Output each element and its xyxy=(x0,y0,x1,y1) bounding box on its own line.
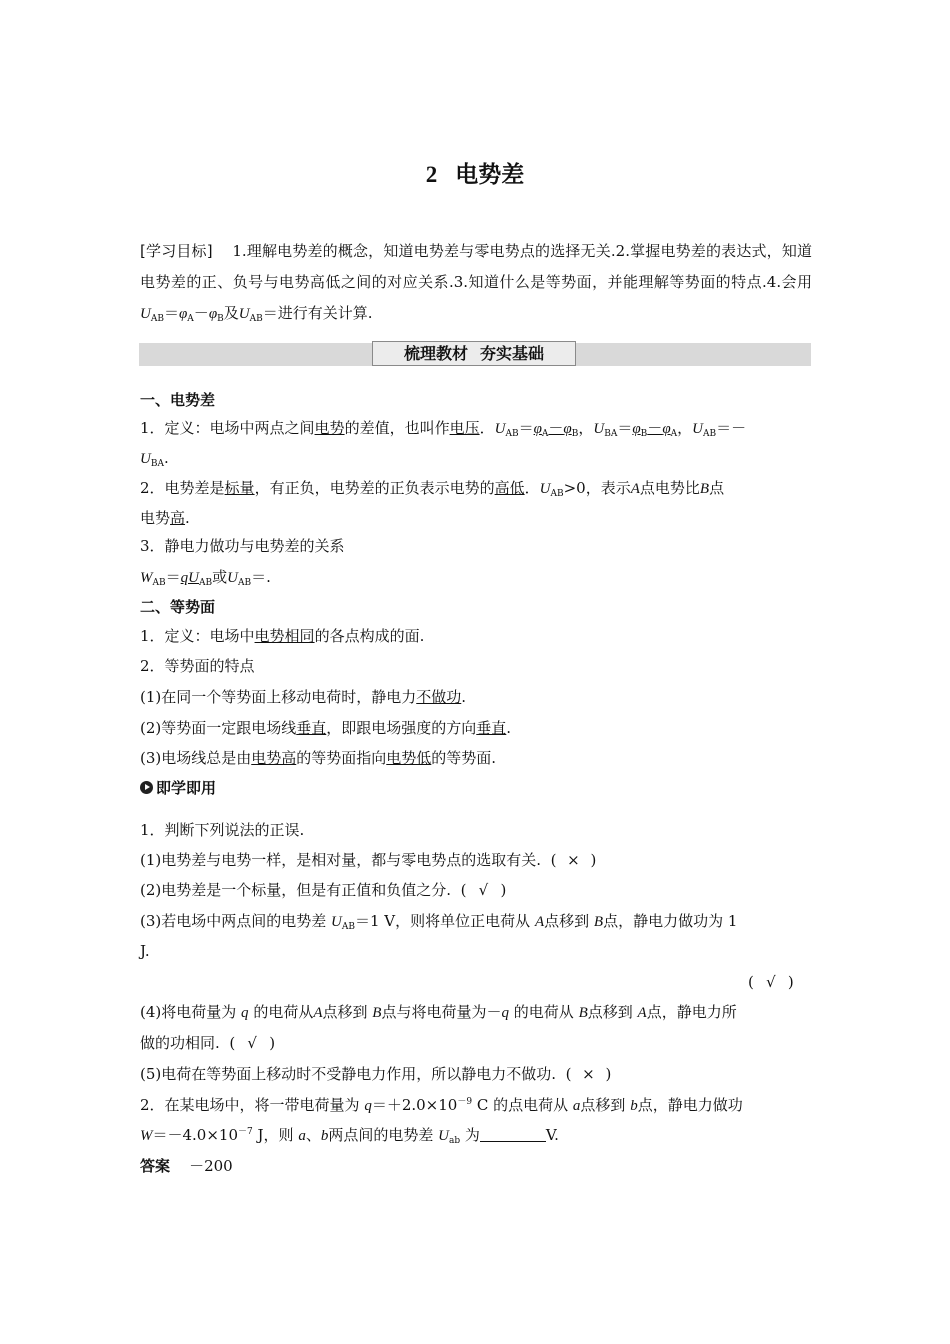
q2-prompt-cont xyxy=(140,1125,559,1146)
formula-sub: AB xyxy=(152,578,166,588)
text: 的等势面. xyxy=(431,749,497,767)
text: (4)将电荷量为 xyxy=(140,1003,237,1021)
formula-u: U xyxy=(140,306,151,322)
section-banner xyxy=(372,341,576,366)
banner-left: 梳理教材 xyxy=(403,344,468,363)
text: (1)在同一个等势面上移动电荷时，静电力 xyxy=(140,688,417,706)
text: ． xyxy=(479,419,495,437)
statement-2 xyxy=(140,880,506,900)
formula-sub: AB xyxy=(702,429,717,439)
s1-item3: 3．静电力做功与电势差的关系 xyxy=(140,537,345,555)
text: ， xyxy=(677,419,693,437)
s2-item1 xyxy=(140,626,424,646)
paren-close: ) xyxy=(787,973,794,991)
underlined-formula xyxy=(181,568,212,586)
answer-label: 答案 xyxy=(140,1157,171,1175)
text: 点，静电力做功 xyxy=(637,1096,743,1114)
formula-sub: A xyxy=(187,314,194,324)
formula-sub: ab xyxy=(448,1136,461,1146)
underlined-answer: 垂直 xyxy=(476,719,507,737)
statement-4-cont xyxy=(140,1033,275,1053)
learning-objectives xyxy=(140,236,812,330)
text: >0，表示 xyxy=(563,479,631,497)
formula-u: U xyxy=(539,481,551,497)
text: ，有正负，电势差的正负表示电势的 xyxy=(254,479,495,497)
formula-w: W xyxy=(140,570,153,586)
formula-phi: φ xyxy=(178,306,188,322)
formula-minus: － xyxy=(548,419,564,437)
underlined-formula xyxy=(534,419,579,437)
text: J，则 xyxy=(257,1126,294,1144)
answer-value: －200 xyxy=(189,1157,233,1175)
formula-sub: B xyxy=(571,429,579,439)
check-mark-icon: √ xyxy=(247,1034,257,1052)
text: (3)电场线总是由 xyxy=(140,749,252,767)
statement-3-mark xyxy=(748,972,794,992)
formula-eq: ＝－ xyxy=(716,419,747,437)
text: 为 xyxy=(464,1126,480,1144)
s2-item2: 2．等势面的特点 xyxy=(140,657,255,675)
text: . xyxy=(185,509,190,527)
s1-item2-cont xyxy=(140,508,190,528)
exponent: －7 xyxy=(238,1127,253,1137)
text: ， xyxy=(578,419,594,437)
formula-eq: ＝ xyxy=(262,304,278,322)
text: 做的功相同. xyxy=(140,1034,220,1052)
answer xyxy=(140,1156,233,1176)
var-a: A xyxy=(637,1005,647,1021)
text: ＝. xyxy=(251,568,271,586)
var-a: A xyxy=(313,1005,323,1021)
text: 点移到 xyxy=(580,1096,626,1114)
paren-close: ) xyxy=(605,1065,612,1083)
formula-sub: BA xyxy=(604,429,618,439)
var-a: a xyxy=(298,1128,306,1144)
formula-sub: A xyxy=(670,429,678,439)
text: C 的点电荷从 xyxy=(476,1096,569,1114)
formula-sub: AB xyxy=(237,578,252,588)
formula-sub: B xyxy=(640,429,648,439)
text: ＝－4.0×10 xyxy=(152,1126,239,1144)
text: (1)电势差与电势一样，是相对量，都与零电势点的选取有关. xyxy=(140,851,542,869)
text: 点移到 xyxy=(587,1003,633,1021)
text: (3)若电场中两点间的电势差 xyxy=(140,912,327,930)
formula-u: U xyxy=(494,421,506,437)
statement-3 xyxy=(140,911,737,932)
s2-point2 xyxy=(140,718,511,738)
formula-sub: AB xyxy=(550,489,564,499)
var-b: B xyxy=(699,481,710,497)
formula-u: U xyxy=(331,914,342,930)
formula-sub: AB xyxy=(249,314,263,324)
text: V. xyxy=(545,1126,559,1144)
formula-eq: ＝ xyxy=(163,304,179,322)
underlined-answer: 电势相同 xyxy=(254,627,315,645)
check-mark-icon: √ xyxy=(478,881,489,899)
text: 2．电势差是 xyxy=(140,479,225,497)
var-q: q xyxy=(501,1005,509,1021)
text: . xyxy=(506,719,512,737)
var-b: B xyxy=(578,1005,588,1021)
text: 电势 xyxy=(140,509,171,527)
s1-item2 xyxy=(140,478,724,499)
underlined-answer: 电势 xyxy=(314,419,345,437)
formula-phi: φ xyxy=(208,306,218,322)
paren-close: ) xyxy=(500,881,507,899)
objectives-text-2: 进行有关计算. xyxy=(277,304,373,322)
var-b: b xyxy=(320,1128,329,1144)
var-b: b xyxy=(630,1098,638,1114)
text: 1．定义：电场中 xyxy=(140,627,255,645)
section2-heading: 二、等势面 xyxy=(140,598,216,616)
var-a: A xyxy=(630,481,640,497)
text: . xyxy=(163,449,169,467)
title-number: 2 xyxy=(425,162,438,187)
text: 点移到 xyxy=(322,1003,368,1021)
text: 点电势比 xyxy=(639,479,700,497)
text: (2)等势面一定跟电场线 xyxy=(140,719,297,737)
formula-phi: φ xyxy=(563,421,572,437)
text: ＝＋2.0×10 xyxy=(371,1096,458,1114)
underlined-answer: 电压 xyxy=(449,419,480,437)
text: 点 xyxy=(709,479,725,497)
formula-u: U xyxy=(692,421,703,437)
text: 、 xyxy=(305,1126,321,1144)
formula-eq: ＝ xyxy=(165,568,181,586)
text: ． xyxy=(524,479,540,497)
underlined-answer: 高 xyxy=(170,509,186,527)
cross-mark-icon: × xyxy=(567,851,580,869)
underlined-answer: 高低 xyxy=(494,479,525,497)
text: ，即跟电场强度的方向 xyxy=(326,719,477,737)
paren-close: ) xyxy=(590,851,597,869)
paren-open: ( xyxy=(460,881,467,899)
s2-point3 xyxy=(140,748,496,768)
underlined-formula xyxy=(632,419,677,437)
var-a: a xyxy=(572,1098,581,1114)
formula-eq: ＝ xyxy=(518,419,534,437)
var-b: B xyxy=(372,1005,382,1021)
formula-qu: qU xyxy=(180,570,199,586)
statement-3-cont: J. xyxy=(140,942,150,960)
var-w: W xyxy=(140,1128,153,1144)
text: 点，静电力所 xyxy=(646,1003,737,1021)
text: 的等势面指向 xyxy=(296,749,387,767)
objectives-and: 及 xyxy=(223,304,239,322)
cross-mark-icon: × xyxy=(582,1065,595,1083)
formula-sub: AB xyxy=(198,578,213,588)
section1-heading: 一、电势差 xyxy=(140,391,216,409)
underlined-answer: 垂直 xyxy=(296,719,327,737)
underlined-answer: 不做功 xyxy=(416,688,462,706)
statement-4 xyxy=(140,1002,737,1023)
formula-u: U xyxy=(593,421,605,437)
play-bullet-icon xyxy=(140,781,153,794)
underlined-answer: 电势低 xyxy=(386,749,432,767)
formula-eq: ＝ xyxy=(617,419,633,437)
s1-item1-cont xyxy=(140,448,169,469)
formula-sub: B xyxy=(217,314,224,324)
text: 点与将电荷量为－ xyxy=(381,1003,502,1021)
exponent: －9 xyxy=(457,1097,473,1107)
var-q: q xyxy=(364,1098,372,1114)
text: 2．在某电场中，将一带电荷量为 xyxy=(140,1096,360,1114)
objectives-tag: [学习目标] xyxy=(140,242,213,260)
text: 点，静电力做功为 1 xyxy=(603,912,738,930)
q2-prompt xyxy=(140,1095,743,1116)
formula-u: U xyxy=(140,451,151,467)
formula-u: U xyxy=(438,1128,449,1144)
var-a: A xyxy=(534,914,545,930)
formula-sub: AB xyxy=(341,922,355,932)
formula-sub: AB xyxy=(505,429,519,439)
s1-item3-formula xyxy=(140,567,271,588)
text: 的差值，也叫作 xyxy=(344,419,450,437)
s1-item1 xyxy=(140,418,746,439)
formula-sub: BA xyxy=(150,459,164,469)
answer-blank[interactable] xyxy=(480,1127,546,1142)
paren-open: ( xyxy=(229,1034,236,1052)
formula-u: U xyxy=(227,570,238,586)
formula-u: U xyxy=(238,306,250,322)
practice-heading-text: 即学即用 xyxy=(156,779,217,797)
text: 点移到 xyxy=(544,912,590,930)
text: 两点间的电势差 xyxy=(328,1126,434,1144)
formula-sub: A xyxy=(541,429,549,439)
var-q: q xyxy=(241,1005,249,1021)
text: 的各点构成的面. xyxy=(314,627,425,645)
text: (2)电势差是一个标量，但是有正值和负值之分. xyxy=(140,881,452,899)
page-title xyxy=(0,156,950,189)
paren-close: ) xyxy=(269,1034,276,1052)
paren-open: ( xyxy=(550,851,557,869)
practice-heading xyxy=(140,778,216,798)
underlined-answer: 电势高 xyxy=(251,749,297,767)
var-b: B xyxy=(593,914,604,930)
text: 的电荷从 xyxy=(253,1003,314,1021)
paren-open: ( xyxy=(748,973,754,991)
formula-sub: AB xyxy=(150,314,164,324)
text: 的电荷从 xyxy=(513,1003,574,1021)
title-text: 电势差 xyxy=(455,162,525,188)
objectives-text-1: 1.理解电势差的概念，知道电势差与零电势点的选择无关.2.掌握电势差的表达式，知道电势差的正、负号与电势高低之间的对应关系.3.知道什么是等势面，并能理解等势面的特点.4.会用 xyxy=(140,242,812,291)
underlined-answer: 标量 xyxy=(224,479,255,497)
s2-point1 xyxy=(140,687,466,707)
formula-phi: φ xyxy=(533,421,542,437)
text: 或 xyxy=(212,568,228,586)
text: 1．定义：电场中两点之间 xyxy=(140,419,315,437)
text: . xyxy=(461,688,467,706)
statement-5 xyxy=(140,1064,611,1084)
formula-phi: φ xyxy=(662,421,671,437)
formula-minus: － xyxy=(647,419,663,437)
statement-1 xyxy=(140,850,596,870)
banner-right: 夯实基础 xyxy=(480,344,545,363)
formula-minus: － xyxy=(193,304,209,322)
text: (5)电荷在等势面上移动时不受静电力作用，所以静电力不做功. xyxy=(140,1065,557,1083)
check-mark-icon: √ xyxy=(766,973,776,991)
paren-open: ( xyxy=(565,1065,572,1083)
text: ＝1 V，则将单位正电荷从 xyxy=(355,912,531,930)
formula-phi: φ xyxy=(632,421,641,437)
q1-prompt: 1．判断下列说法的正误. xyxy=(140,821,305,839)
